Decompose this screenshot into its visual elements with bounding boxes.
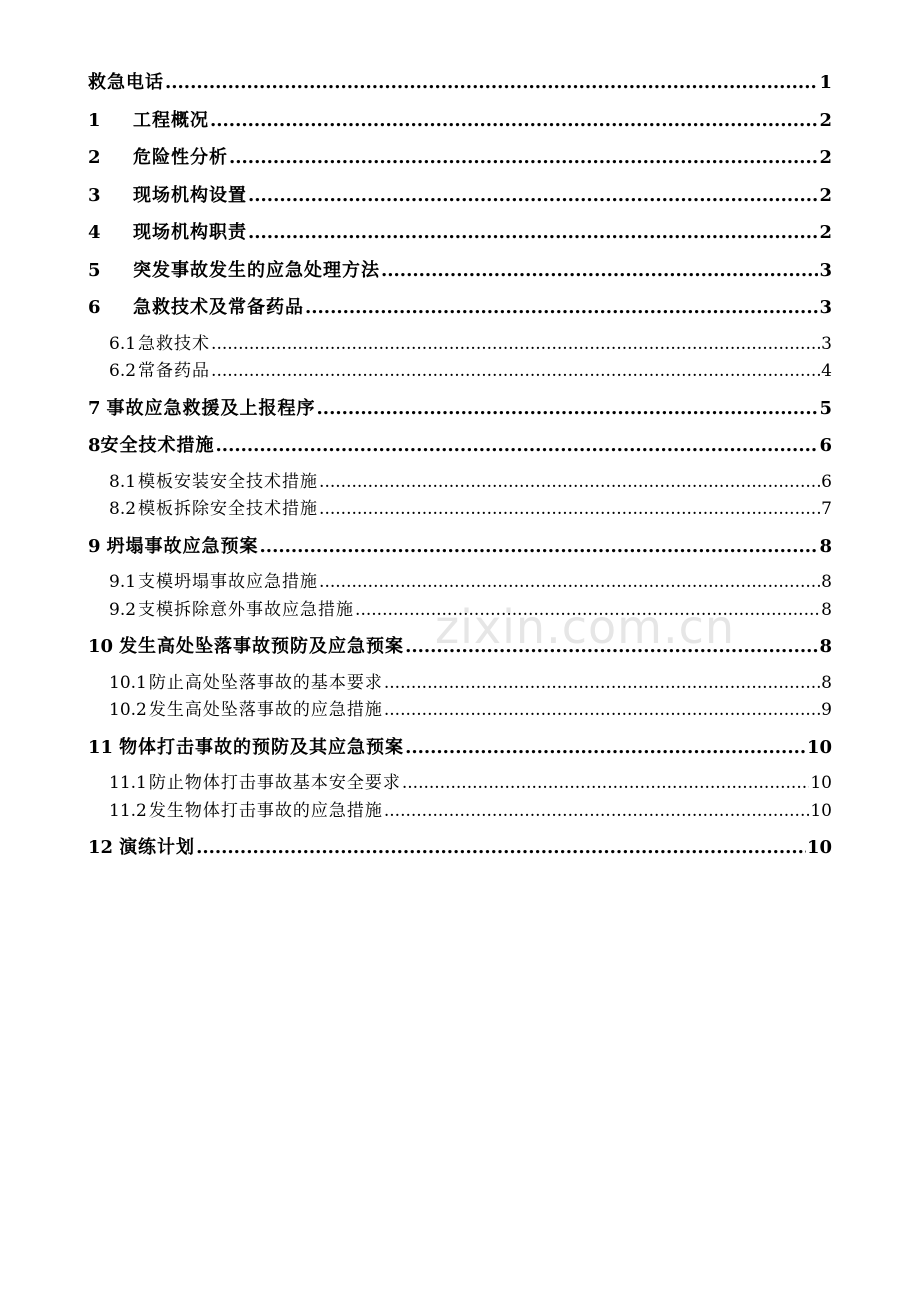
toc-entry-title: 事故应急救援及上报程序 (106, 397, 316, 419)
toc-entry-5[interactable] (88, 252, 832, 290)
toc-dot-leader (381, 252, 818, 290)
table-of-contents (88, 64, 832, 867)
toc-entry-page: 6 (819, 435, 832, 456)
toc-entry-number: 6.2 (109, 361, 137, 381)
toc-entry-number: 9.1 (109, 572, 137, 592)
toc-entry-number: 10 (88, 636, 114, 657)
toc-entry-title: 演练计划 (119, 837, 196, 858)
toc-entry-title: 常备药品 (138, 361, 211, 381)
toc-entry-3[interactable] (88, 177, 832, 215)
toc-dot-leader (355, 597, 820, 625)
toc-entry-number: 8.1 (109, 471, 137, 492)
toc-dot-leader (211, 358, 820, 386)
toc-entry-page: 10 (810, 773, 832, 793)
toc-entry-2[interactable] (88, 139, 832, 177)
toc-entry-emergency-phone[interactable] (88, 64, 832, 102)
toc-dot-leader (319, 569, 820, 597)
toc-dot-leader (229, 139, 818, 177)
toc-entry-number: 1 (88, 109, 101, 131)
toc-entry-11[interactable] (88, 729, 832, 767)
toc-entry-page: 8 (821, 672, 832, 693)
toc-dot-leader (319, 496, 820, 524)
toc-entry-title: 模板拆除安全技术措施 (138, 499, 319, 519)
toc-entry-page: 2 (819, 184, 832, 206)
toc-dot-leader (260, 528, 819, 566)
toc-dot-leader (384, 798, 810, 826)
toc-entry-page: 6 (821, 471, 832, 492)
toc-entry-number: 6.1 (109, 333, 137, 354)
toc-entry-8-1[interactable] (88, 469, 832, 497)
toc-entry-page: 10 (810, 800, 832, 821)
toc-entry-11-2[interactable] (88, 798, 832, 826)
toc-entry-1[interactable] (88, 102, 832, 140)
toc-entry-11-1[interactable] (88, 770, 832, 798)
toc-dot-leader (384, 670, 820, 698)
toc-dot-leader (319, 469, 820, 497)
toc-entry-10-1[interactable] (88, 670, 832, 698)
toc-entry-title: 急救技术 (138, 333, 211, 354)
toc-entry-9-2[interactable] (88, 597, 832, 625)
toc-entry-page: 5 (819, 397, 832, 419)
toc-entry-title: 急救技术及常备药品 (133, 297, 304, 318)
toc-entry-number: 5 (88, 259, 101, 281)
toc-entry-title: 发生高处坠落事故预防及应急预案 (119, 636, 405, 657)
toc-entry-page: 8 (819, 535, 832, 557)
toc-entry-page: 8 (821, 599, 832, 620)
toc-entry-title: 危险性分析 (133, 147, 228, 168)
toc-entry-9-1[interactable] (88, 569, 832, 597)
toc-entry-page: 4 (821, 361, 832, 381)
toc-entry-title: 救急电话 (88, 72, 164, 93)
toc-dot-leader (210, 102, 818, 140)
toc-entry-title: 现场机构职责 (133, 222, 247, 243)
toc-entry-title: 发生高处坠落事故的应急措施 (148, 700, 383, 720)
toc-entry-number: 11.1 (109, 773, 147, 793)
toc-entry-7[interactable] (88, 390, 832, 428)
toc-entry-page: 2 (819, 147, 832, 168)
toc-entry-number: 10.1 (109, 672, 147, 693)
toc-entry-8[interactable] (88, 427, 832, 465)
toc-entry-title: 支模坍塌事故应急措施 (138, 572, 319, 592)
toc-entry-title: 安全技术措施 (100, 435, 215, 456)
toc-entry-12[interactable] (88, 829, 832, 867)
toc-entry-number: 11.2 (109, 800, 147, 821)
toc-entry-page: 8 (819, 636, 832, 657)
toc-entry-6-1[interactable] (88, 331, 832, 359)
toc-entry-title: 现场机构设置 (133, 184, 247, 206)
toc-entry-title: 模板安装安全技术措施 (138, 471, 319, 492)
toc-entry-10-2[interactable] (88, 697, 832, 725)
toc-dot-leader (165, 64, 818, 102)
toc-entry-number: 6 (88, 297, 101, 318)
toc-dot-leader (405, 729, 806, 767)
toc-dot-leader (196, 829, 806, 867)
toc-entry-page: 3 (819, 259, 832, 281)
toc-entry-number: 9 (88, 535, 101, 557)
toc-entry-number: 3 (88, 184, 101, 206)
toc-entry-title: 支模拆除意外事故应急措施 (138, 599, 355, 620)
toc-entry-page: 8 (821, 572, 832, 592)
toc-entry-title: 突发事故发生的应急处理方法 (133, 259, 380, 281)
toc-entry-4[interactable] (88, 214, 832, 252)
toc-entry-title: 防止高处坠落事故的基本要求 (148, 672, 383, 693)
toc-entry-number: 7 (88, 397, 101, 419)
toc-dot-leader (305, 289, 818, 327)
toc-entry-6[interactable] (88, 289, 832, 327)
toc-entry-title: 物体打击事故的预防及其应急预案 (119, 736, 405, 758)
toc-entry-6-2[interactable] (88, 358, 832, 386)
toc-entry-page: 1 (819, 72, 832, 93)
toc-entry-10[interactable] (88, 628, 832, 666)
toc-entry-title: 工程概况 (133, 109, 209, 131)
toc-entry-page: 2 (819, 222, 832, 243)
toc-entry-number: 2 (88, 147, 101, 168)
toc-entry-number: 8 (88, 435, 101, 456)
toc-entry-number: 8.2 (109, 499, 137, 519)
toc-entry-page: 9 (821, 700, 832, 720)
toc-entry-title: 坍塌事故应急预案 (106, 535, 259, 557)
toc-entry-page: 7 (821, 499, 832, 519)
toc-entry-number: 12 (88, 837, 114, 858)
toc-entry-page: 3 (819, 297, 832, 318)
toc-entry-title: 发生物体打击事故的应急措施 (148, 800, 383, 821)
toc-dot-leader (248, 214, 818, 252)
toc-dot-leader (402, 770, 810, 798)
toc-entry-title: 防止物体打击事故基本安全要求 (148, 773, 401, 793)
toc-dot-leader (248, 177, 818, 215)
toc-entry-number: 10.2 (109, 700, 147, 720)
toc-dot-leader (384, 697, 820, 725)
toc-entry-page: 10 (806, 837, 832, 858)
watermark: zixin.com.cn (435, 600, 736, 654)
toc-entry-number: 4 (88, 222, 101, 243)
toc-dot-leader (317, 390, 819, 428)
toc-dot-leader (211, 331, 820, 359)
toc-dot-leader (216, 427, 819, 465)
toc-entry-9[interactable] (88, 528, 832, 566)
toc-entry-number: 11 (88, 736, 114, 758)
toc-entry-number: 9.2 (109, 599, 137, 620)
toc-entry-8-2[interactable] (88, 496, 832, 524)
toc-entry-page: 2 (819, 109, 832, 131)
toc-entry-page: 3 (821, 333, 832, 354)
toc-dot-leader (405, 628, 818, 666)
toc-entry-page: 10 (806, 736, 832, 758)
